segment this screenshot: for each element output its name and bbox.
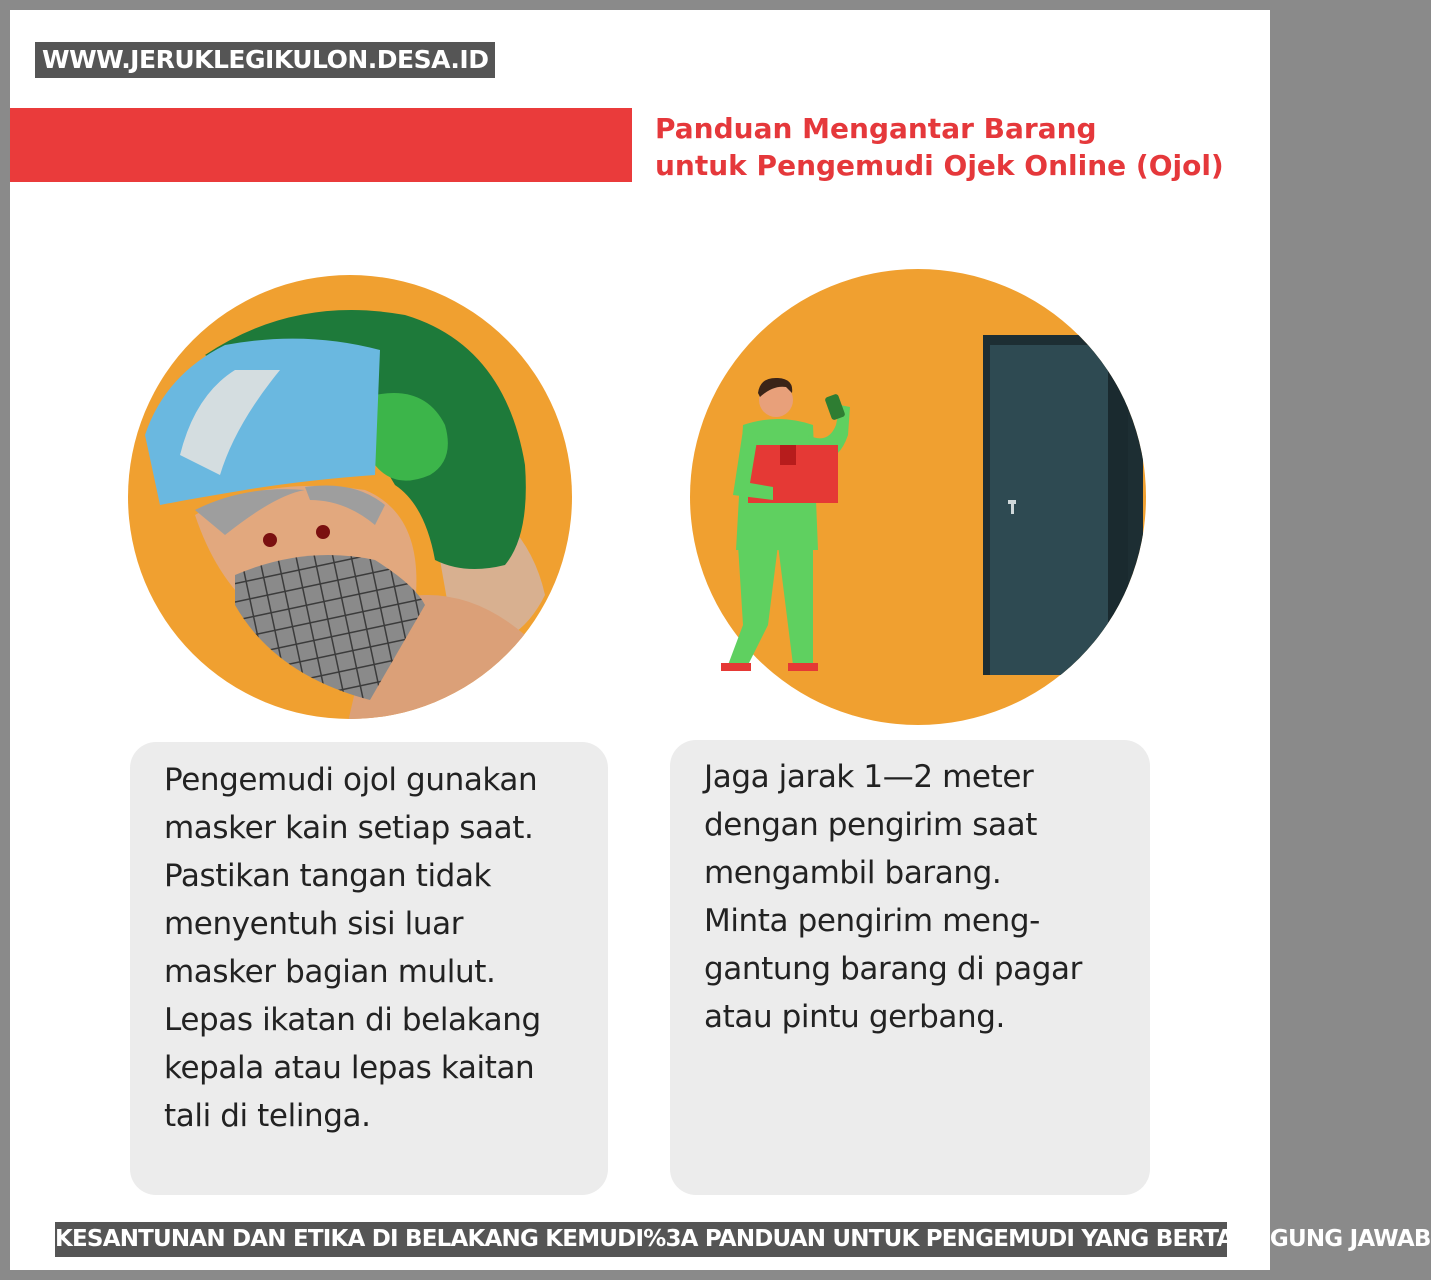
card-line: masker kain setiap saat. <box>164 810 534 846</box>
card-line: kepala atau lepas kaitan <box>164 1050 535 1086</box>
card-line: Jaga jarak 1—2 meter <box>704 759 1034 795</box>
card-line: Lepas ikatan di belakang <box>164 1002 541 1038</box>
card-line: menyentuh sisi luar <box>164 906 464 942</box>
card-line: masker bagian mulut. <box>164 954 496 990</box>
header-accent-bar <box>10 108 632 182</box>
page-frame <box>10 10 1431 1270</box>
card-line: Pengemudi ojol gunakan <box>164 762 538 798</box>
page-title <box>655 110 1224 184</box>
card-line: dengan pengirim saat <box>704 807 1037 843</box>
caption-banner: KESANTUNAN DAN ETIKA DI BELAKANG KEMUDI%3A PANDUAN UNTUK PENGEMUDI YANG BERTANGGUNG JAWAB <box>55 1222 1227 1257</box>
info-card-distance-text <box>704 753 1082 1041</box>
card-line: atau pintu gerbang. <box>704 999 1005 1035</box>
info-card-mask-text <box>164 756 541 1140</box>
card-line: Pastikan tangan tidak <box>164 858 492 894</box>
card-line: Minta pengirim meng- <box>704 903 1040 939</box>
site-watermark: WWW.JERUKLEGIKULON.DESA.ID <box>35 42 495 78</box>
courier-at-door-illustration <box>688 265 1158 735</box>
rider-with-helmet-and-mask-illustration <box>125 275 595 725</box>
card-line: tali di telinga. <box>164 1098 371 1134</box>
card-line: gantung barang di pagar <box>704 951 1082 987</box>
card-line: mengambil barang. <box>704 855 1002 891</box>
title-line-1: Panduan Mengantar Barang <box>655 112 1097 145</box>
title-line-2: untuk Pengemudi Ojek Online (Ojol) <box>655 149 1224 182</box>
